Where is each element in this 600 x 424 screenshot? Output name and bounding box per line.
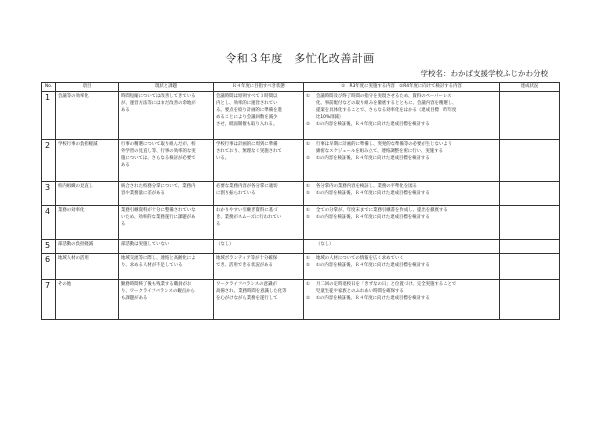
plan-cell xyxy=(304,206,500,240)
table-row xyxy=(42,140,560,182)
cell-line: 勤務時間終了後も残業する職員がお xyxy=(121,282,192,287)
cell-line: き、業務がスムーズに行われてい xyxy=(216,215,282,220)
target-cell xyxy=(214,206,304,240)
plan-line xyxy=(306,207,497,214)
cell-line: 業務引継資料が十分に整備されていな xyxy=(121,208,196,213)
cell-line: されており、無理なく実施されて xyxy=(216,149,282,154)
plan-cell xyxy=(304,240,500,254)
current-cell xyxy=(119,280,214,320)
status-cell xyxy=(500,182,560,206)
row-number: 2 xyxy=(42,140,56,182)
plan-line xyxy=(306,241,497,248)
status-cell xyxy=(500,140,560,182)
plan-step-marker: ① xyxy=(306,184,310,189)
cell-line: 必要な業務内容が各分掌に適切 xyxy=(216,184,278,189)
current-cell xyxy=(119,182,214,206)
target-cell xyxy=(214,182,304,206)
cell-line: ある xyxy=(121,163,130,168)
cell-line: （なし） xyxy=(216,242,234,247)
plan-step-text: （なし） xyxy=(316,242,334,247)
plan-cell xyxy=(304,140,500,182)
plan-step-marker: ① xyxy=(306,282,310,287)
status-cell xyxy=(500,254,560,280)
current-cell xyxy=(119,140,214,182)
table-row xyxy=(42,92,560,140)
cell-line: いる。 xyxy=(216,156,230,161)
header-item: 項目 xyxy=(56,83,119,92)
table-row xyxy=(42,240,560,254)
cell-line: 外学習の見直し等、行事の効率的な実 xyxy=(121,149,196,154)
plan-line xyxy=(306,100,497,107)
plan-step-text: 綿密なスケジュールを組み立て、連絡調整を密に行い、実施する xyxy=(316,149,443,154)
plan-step-marker: ① xyxy=(306,94,310,99)
status-cell xyxy=(500,92,560,140)
cell-line: も課題がある xyxy=(121,296,148,301)
cell-line: ある xyxy=(121,108,130,113)
cell-line: 会議時間は原則すべて１時間以 xyxy=(216,94,278,99)
target-cell xyxy=(214,254,304,280)
header-target: Ｒ４年度に目指すべき状態 xyxy=(214,83,304,92)
plan-step-marker: ② xyxy=(306,122,310,127)
plan-line xyxy=(306,255,497,262)
plan-step-text: 会議時間及び终了時間の指守を実現させるため、資料のペーパーレス xyxy=(316,94,452,99)
cell-line: 内とし、効率的に運営されてい xyxy=(216,101,278,106)
plan-line xyxy=(306,114,497,121)
cell-line: 行事の精選について取り組んだが、校 xyxy=(121,142,196,147)
plan-cell xyxy=(304,182,500,206)
cell-line: 地域交流等に際し、連絡と高齢化によ xyxy=(121,256,196,261)
plan-step-marker: ① xyxy=(306,256,310,261)
table-row xyxy=(42,254,560,280)
cell-line: いため、効率的な業務遂行に課題があ xyxy=(121,215,196,220)
row-number: 4 xyxy=(42,206,56,240)
plan-step-text: ①の内容を検証後、Ｒ４年度に向けた達成目標を検討する xyxy=(316,122,430,127)
plan-line xyxy=(306,141,497,148)
header-row xyxy=(42,83,560,92)
target-cell xyxy=(214,92,304,140)
cell-line: が、運営方法等にはまだ改善の余地が xyxy=(121,101,196,106)
cell-line: めることにより会議回数を減少 xyxy=(216,115,278,120)
status-cell xyxy=(500,280,560,320)
table-row xyxy=(42,206,560,240)
plan-line xyxy=(306,93,497,100)
cell-line: させ、紙面開催も取り入れる。 xyxy=(216,122,278,127)
plan-line xyxy=(306,107,497,114)
cell-line: 統合された校務分掌について、業務内 xyxy=(121,184,196,189)
plan-step-marker: ② xyxy=(306,215,310,220)
plan-step-text: 地域の人材についての情報を広く求めていく xyxy=(316,256,404,261)
improvement-plan-table xyxy=(41,82,560,320)
cell-line: 地域ボランティア等が十分確保 xyxy=(216,256,278,261)
plan-step-text: 提案を具体化することで、さらなる効率化をはかる（達成目標 昨年度 xyxy=(316,108,457,113)
cell-line: る xyxy=(121,222,126,227)
plan-step-text: ①の内容を検証後、Ｒ４年度に向けた達成目標を検討する xyxy=(316,215,430,220)
cell-line: でき、活用できる状況がある xyxy=(216,263,273,268)
item-cell: その他 xyxy=(56,280,119,320)
plan-line xyxy=(306,121,497,128)
cell-line: ワークライフバランスの意識が xyxy=(216,282,277,287)
row-number: 5 xyxy=(42,240,56,254)
row-number: 6 xyxy=(42,254,56,280)
table-row xyxy=(42,182,560,206)
item-cell: 会議等の効率化 xyxy=(56,92,119,140)
cell-line: 高揚され、業務時間を意識した化等 xyxy=(216,289,287,294)
plan-step-text: ①の内容を検証後、Ｒ４年度に向けた達成目標を検討する xyxy=(316,296,430,301)
cell-line: 容や業務量に差がある xyxy=(121,191,165,196)
plan-line xyxy=(306,148,497,155)
plan-line xyxy=(306,190,497,197)
status-cell xyxy=(500,240,560,254)
plan-step-marker: ② xyxy=(306,296,310,301)
plan-line xyxy=(306,155,497,162)
plan-step-text: 各分掌内の業務内容を検証し、業務の平準化を図る xyxy=(316,184,417,189)
plan-step-text: ①の内容を検証後、Ｒ４年度に向けた達成目標を検討する xyxy=(316,156,430,161)
plan-step-text: ①の内容を検証後、Ｒ４年度に向けた達成目標を検討する xyxy=(316,263,430,268)
plan-line xyxy=(306,281,497,288)
header-no: No. xyxy=(42,83,56,92)
current-cell xyxy=(119,240,214,254)
plan-step-marker: ② xyxy=(306,191,310,196)
plan-step-marker: ② xyxy=(306,263,310,268)
plan-line xyxy=(306,262,497,269)
item-cell: 校内組織の見直し xyxy=(56,182,119,206)
current-cell xyxy=(119,206,214,240)
cell-line: に割り振られている xyxy=(216,191,256,196)
plan-cell xyxy=(304,280,500,320)
page-title: 令和３年度 多忙化改善計画 xyxy=(225,52,375,65)
item-cell: 業務の効率化 xyxy=(56,206,119,240)
row-number: 1 xyxy=(42,92,56,140)
cell-line: り、ワークライフバランスの観点から xyxy=(121,289,195,294)
plan-line xyxy=(306,214,497,221)
cell-line: を心がけながら業務を遂行して xyxy=(216,296,278,301)
row-number: 7 xyxy=(42,280,56,320)
cell-line: 時間短縮については改善してきている xyxy=(121,94,196,99)
current-cell xyxy=(119,92,214,140)
plan-cell xyxy=(304,92,500,140)
cell-line: り、求める人材が不足している xyxy=(121,263,183,268)
cell-line: わかりやすい引継ぎ資料に基づ xyxy=(216,208,278,213)
row-number: 3 xyxy=(42,182,56,206)
plan-step-text: 行事は早期に計画的に準備し、突発的な準備等の必要が生じないよう xyxy=(316,142,453,147)
plan-step-text: 児童生徒や家族とのふれあい時間を確保する xyxy=(316,289,404,294)
plan-step-text: ①の内容を検証後、Ｒ４年度に向けた達成目標を検討する xyxy=(316,191,430,196)
target-cell xyxy=(214,240,304,254)
plan-step-text: 月二回の定時退校日を「きずなの日」と位置づけ、完全実施することで xyxy=(316,282,457,287)
cell-line: 学校行事は計画的に周到に準備 xyxy=(216,142,278,147)
plan-line xyxy=(306,288,497,295)
cell-line: る。要点を絞り計画的に準備を進 xyxy=(216,108,282,113)
school-name: 学校名：わかば支援学校ふじかわ分校 xyxy=(420,69,548,78)
item-cell: 学校行事の負担軽減 xyxy=(56,140,119,182)
cell-line: る xyxy=(216,222,221,227)
plan-step-marker: ① xyxy=(306,142,310,147)
cell-line: 部活動は実施していない xyxy=(121,242,170,247)
current-cell xyxy=(119,254,214,280)
plan-step-text: 比10%削減） xyxy=(316,115,344,120)
header-current: 現状と課題 xyxy=(119,83,214,92)
status-cell xyxy=(500,206,560,240)
plan-cell xyxy=(304,254,500,280)
cell-line: 施については、さらなる検討が必要で xyxy=(121,156,196,161)
target-cell xyxy=(214,140,304,182)
plan-step-text: 化、事前配付などの取り組みを徹底するとともに、会議内容を精選し、 xyxy=(316,101,457,106)
header-plan: ① R3年度に実施する内容 ②R4年度に向けて検討する内容 xyxy=(304,83,500,92)
plan-step-text: 全ての分掌が、年度末までに業務引継書を作成し、提出を徹底する xyxy=(316,208,448,213)
header-status: 達成状況 xyxy=(500,83,560,92)
plan-step-marker: ① xyxy=(306,208,310,213)
table-row xyxy=(42,280,560,320)
plan-step-marker: ② xyxy=(306,156,310,161)
plan-line xyxy=(306,183,497,190)
plan-line xyxy=(306,295,497,302)
target-cell xyxy=(214,280,304,320)
item-cell: 地域人材の活用 xyxy=(56,254,119,280)
item-cell: 部活動の負担軽減 xyxy=(56,240,119,254)
